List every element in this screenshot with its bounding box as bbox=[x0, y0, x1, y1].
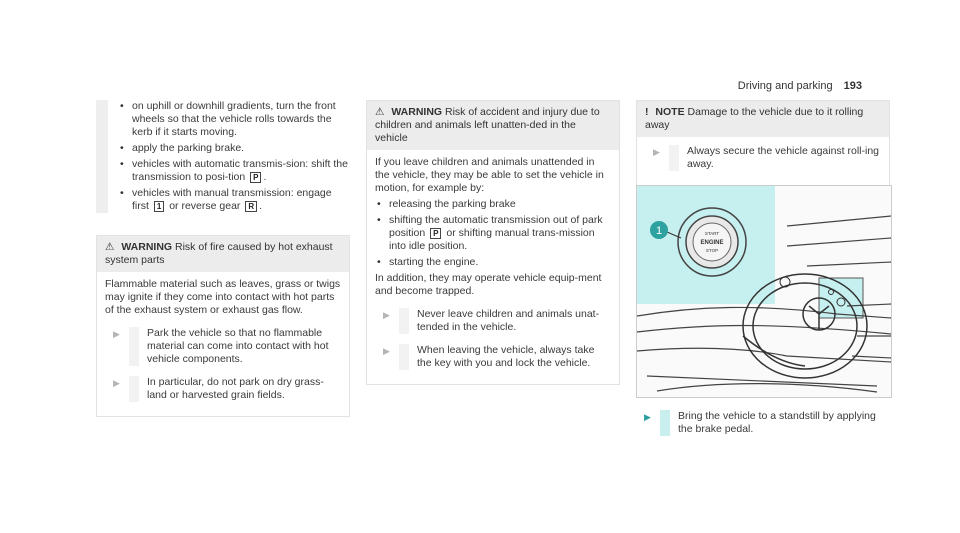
list-item: • shifting the automatic transmission out of park position P or shifting manual trans-mission into idle position. bbox=[375, 214, 611, 253]
arrow-right-icon: ▶ bbox=[113, 329, 120, 339]
bullet-list-block bbox=[96, 100, 350, 213]
column-2 bbox=[366, 100, 620, 385]
warning-intro: If you leave children and animals unattended in the vehicle, they may be able to set the vehicle in motion, for example by: bbox=[375, 156, 604, 194]
list-item: • apply the parking brake. bbox=[118, 142, 350, 155]
column-1 bbox=[96, 100, 350, 417]
list-item: • vehicles with automatic transmis-sion: shift the transmission to posi-tion P . bbox=[118, 158, 350, 184]
warning-label: WARNING bbox=[121, 241, 173, 253]
gear-key-p: P bbox=[250, 172, 261, 183]
warning-outro: In addition, they may operate vehicle equip-ment and become trapped. bbox=[375, 272, 602, 297]
note-title: Damage to the vehicle due to it rolling away bbox=[645, 106, 864, 131]
list-item: • on uphill or downhill gradients, turn the front wheels so that the vehicle rolls towards the kerb if it starts moving. bbox=[118, 100, 350, 139]
warning-header bbox=[367, 101, 619, 150]
warning-triangle-icon: ⚠ bbox=[375, 106, 385, 118]
list-item: • vehicles with manual transmission: engage first 1 or reverse gear R . bbox=[118, 187, 350, 213]
dashboard-illustration bbox=[636, 185, 892, 398]
warning-triangle-icon: ⚠ bbox=[105, 241, 115, 253]
warning-header bbox=[97, 236, 349, 272]
warning-body: Flammable material such as leaves, grass or twigs may ignite if they come into contact with hot parts of the exhaust system or exhaust gas flow. bbox=[105, 278, 341, 316]
note-header bbox=[637, 101, 889, 137]
arrow-right-icon: ▶ bbox=[113, 378, 120, 388]
warning-title: Risk of fire caused by hot exhaust system parts bbox=[105, 241, 333, 266]
button-text-line: ENGINE bbox=[700, 240, 724, 246]
button-text-line: START bbox=[704, 231, 720, 236]
arrow-right-icon: ▶ bbox=[383, 346, 390, 356]
column-3 bbox=[636, 100, 890, 186]
action-item: ▶ Bring the vehicle to a standstill by applying the brake pedal. bbox=[636, 410, 890, 436]
list-item: • starting the engine. bbox=[375, 256, 611, 269]
arrow-right-icon: ▶ bbox=[383, 310, 390, 320]
page-header bbox=[738, 80, 862, 93]
action-item: ▶ Park the vehicle so that no flammable material can come into contact with hot vehicle components. bbox=[105, 327, 341, 366]
dashboard-drawing bbox=[637, 186, 891, 397]
warning-label: WARNING bbox=[391, 106, 443, 118]
gear-key-1: 1 bbox=[154, 201, 164, 212]
action-item: ▶ Always secure the vehicle against roll-ing away. bbox=[653, 145, 880, 170]
action-item: ▶ When leaving the vehicle, always take the key with you and lock the vehicle. bbox=[375, 344, 611, 370]
final-step bbox=[636, 400, 890, 442]
list-item: • releasing the parking brake bbox=[375, 198, 611, 211]
warning-title: Risk of accident and injury due to children and animals left unatten-ded in the vehicle bbox=[375, 106, 600, 144]
callout-number: 1 bbox=[655, 225, 663, 237]
page-number: 193 bbox=[843, 80, 862, 92]
button-text-line: STOP bbox=[705, 248, 719, 253]
warning-box-children bbox=[366, 100, 620, 385]
arrow-right-icon: ▶ bbox=[644, 412, 651, 422]
gear-key-p: P bbox=[430, 228, 441, 239]
action-item: ▶ Never leave children and animals unat-tended in the vehicle. bbox=[375, 308, 611, 334]
note-box bbox=[636, 100, 890, 186]
note-label: NOTE bbox=[655, 106, 685, 118]
gear-key-r: R bbox=[245, 201, 257, 212]
action-item: ▶ In particular, do not park on dry grass-land or harvested grain fields. bbox=[105, 376, 341, 402]
exclamation-icon: ! bbox=[645, 106, 649, 118]
arrow-right-icon: ▶ bbox=[653, 147, 660, 157]
section-title: Driving and parking bbox=[737, 80, 833, 92]
warning-box-fire bbox=[96, 235, 350, 417]
